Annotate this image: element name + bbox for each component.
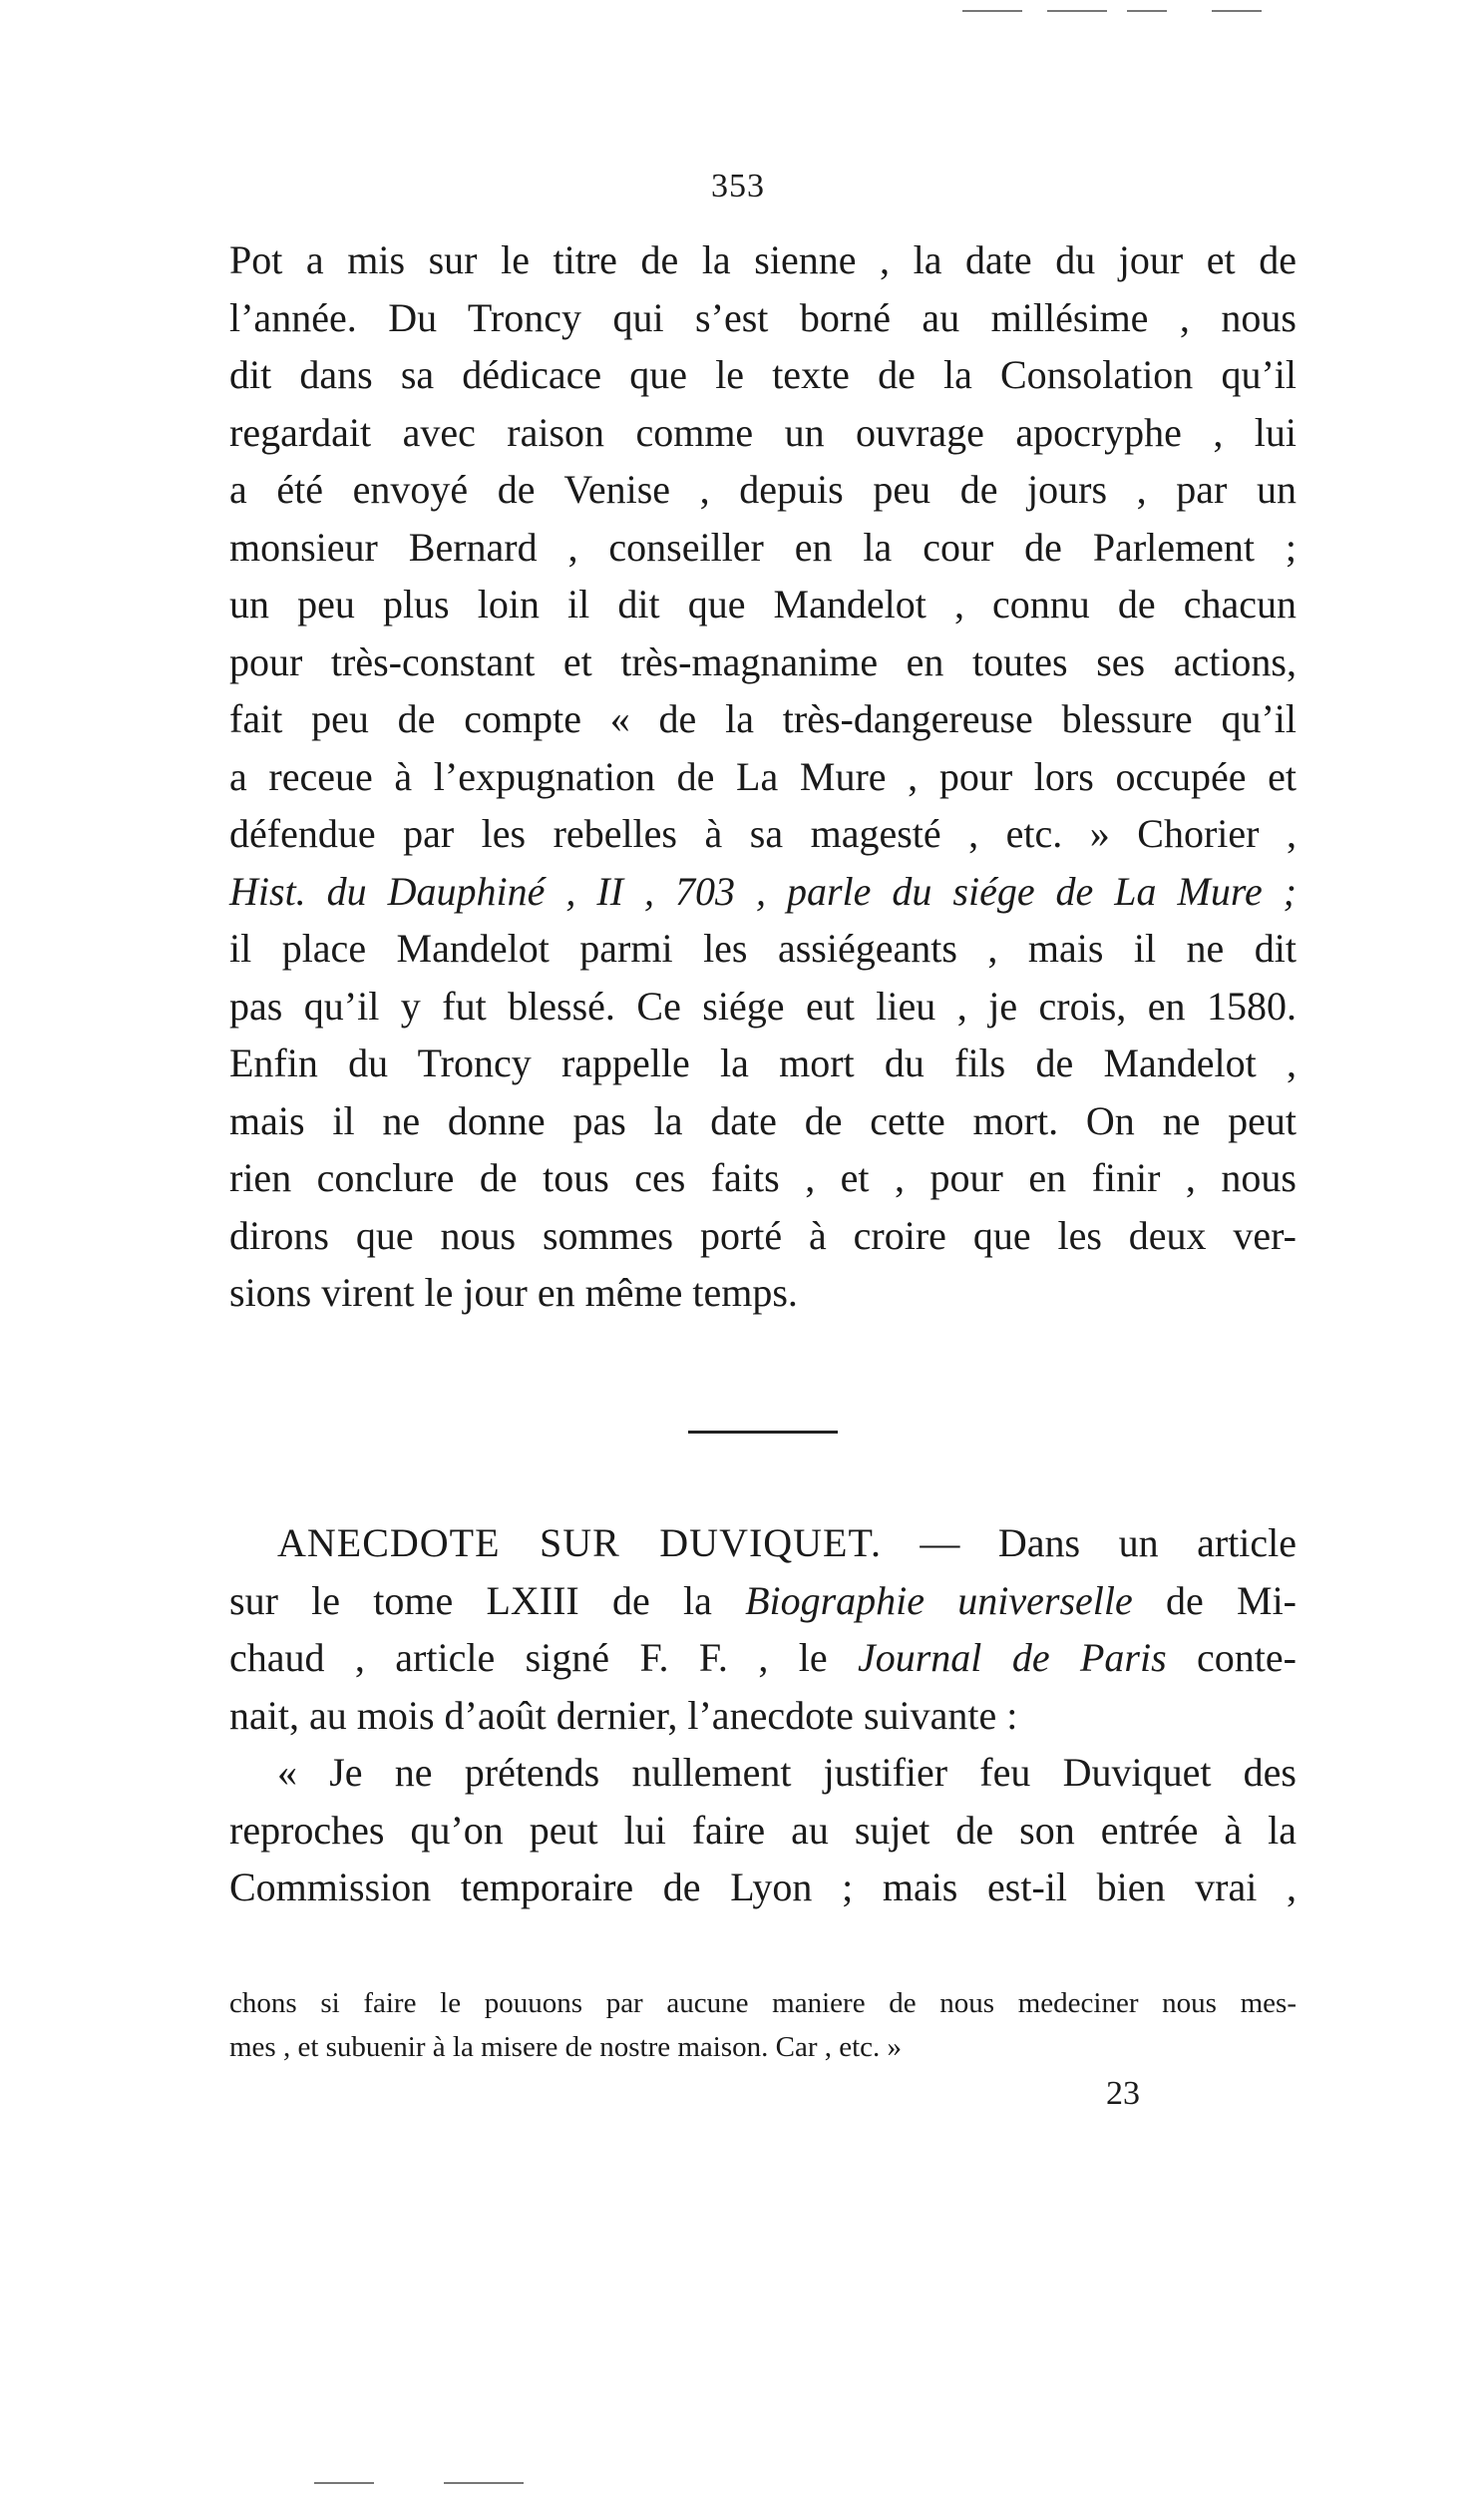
scan-artifact-top-rule	[1127, 10, 1167, 12]
text-line: défendue par les rebelles à sa magesté , etc. » Chorier ,	[229, 811, 1297, 856]
scan-artifact-bottom-rule	[314, 2482, 374, 2484]
citation-title: Hist. du Dauphiné , II , 703 , parle du siége de La Mure ;	[229, 868, 1297, 914]
text-line: regardait avec raison comme un ouvrage apocryphe , lui	[229, 409, 1297, 455]
page-number: 353	[711, 168, 765, 205]
text-line: Commission temporaire de Lyon ; mais est-il bien vrai ,	[229, 1865, 1297, 1909]
footnote-line: chons si faire le pouuons par aucune maniere de nous medeciner nous mes-	[229, 1987, 1297, 2019]
text-fragment: chaud , article signé F. F. , le	[229, 1635, 858, 1680]
text-line: rien conclure de tous ces faits , et , pour en finir , nous	[229, 1155, 1297, 1200]
text-line	[229, 1629, 1297, 1687]
text-line: reproches qu’on peut lui faire au sujet de son entrée à la	[229, 1807, 1297, 1853]
text-line: mais il ne donne pas la date de cette mort. On ne peut	[229, 1097, 1297, 1143]
text-fragment: conte-	[1166, 1635, 1297, 1680]
signature-mark: 23	[1106, 2075, 1140, 2112]
footnote-line: mes , et subuenir à la misere de nostre maison. Car , etc. »	[229, 2031, 903, 2063]
text-line: sions virent le jour en même temps.	[229, 1270, 798, 1315]
text-line: a receue à l’expugnation de La Mure , pour lors occupée et	[229, 753, 1297, 799]
text-line: monsieur Bernard , conseiller en la cour de Parlement ;	[229, 524, 1297, 570]
text-line: nait, au mois d’août dernier, l’anecdote suivante :	[229, 1692, 1018, 1738]
text-line: dit dans sa dédicace que le texte de la Consolation qu’il	[229, 352, 1297, 397]
text-line: un peu plus loin il dit que Mandelot , connu de chacun	[229, 582, 1297, 626]
footnote	[229, 1981, 1297, 2069]
text-line: fait peu de compte « de la très-dangereuse blessure qu’il	[229, 696, 1297, 741]
text-fragment: de Mi-	[1132, 1577, 1298, 1623]
text-line: Pot a mis sur le titre de la sienne , la date du jour et de	[229, 237, 1297, 282]
text-line: « Je ne prétends nullement justifier feu Duviquet des	[277, 1750, 1297, 1795]
text-fragment: — Dans un article	[881, 1520, 1297, 1565]
text-line	[229, 863, 1297, 921]
scan-artifact-top-rule	[1047, 10, 1107, 12]
scan-artifact-top-rule	[962, 10, 1022, 12]
scan-artifact-top-rule	[1212, 10, 1262, 12]
work-title: Biographie universelle	[745, 1577, 1133, 1623]
paragraph-mandelot	[229, 231, 1297, 1322]
newspaper-title: Journal de Paris	[857, 1635, 1167, 1680]
section-separator	[688, 1431, 838, 1434]
scan-artifact-bottom-rule	[444, 2482, 524, 2484]
text-line	[229, 1514, 1297, 1572]
text-line: a été envoyé de Venise , depuis peu de jours , par un	[229, 467, 1297, 512]
text-line: dirons que nous sommes porté à croire que les deux ver-	[229, 1212, 1297, 1258]
section-heading: ANECDOTE SUR DUVIQUET.	[277, 1520, 882, 1565]
text-fragment: sur le tome LXIII de la	[229, 1577, 746, 1623]
text-line: Enfin du Troncy rappelle la mort du fils de Mandelot ,	[229, 1040, 1297, 1085]
text-line	[229, 1572, 1297, 1630]
text-line: pour très-constant et très-magnanime en toutes ses actions,	[229, 638, 1297, 684]
text-line: pas qu’il y fut blessé. Ce siége eut lieu , je crois, en 1580.	[229, 983, 1297, 1029]
text-line: l’année. Du Troncy qui s’est borné au millésime , nous	[229, 294, 1297, 340]
paragraph-duviquet	[229, 1514, 1297, 1916]
text-line: il place Mandelot parmi les assiégeants , mais il ne dit	[229, 926, 1297, 971]
